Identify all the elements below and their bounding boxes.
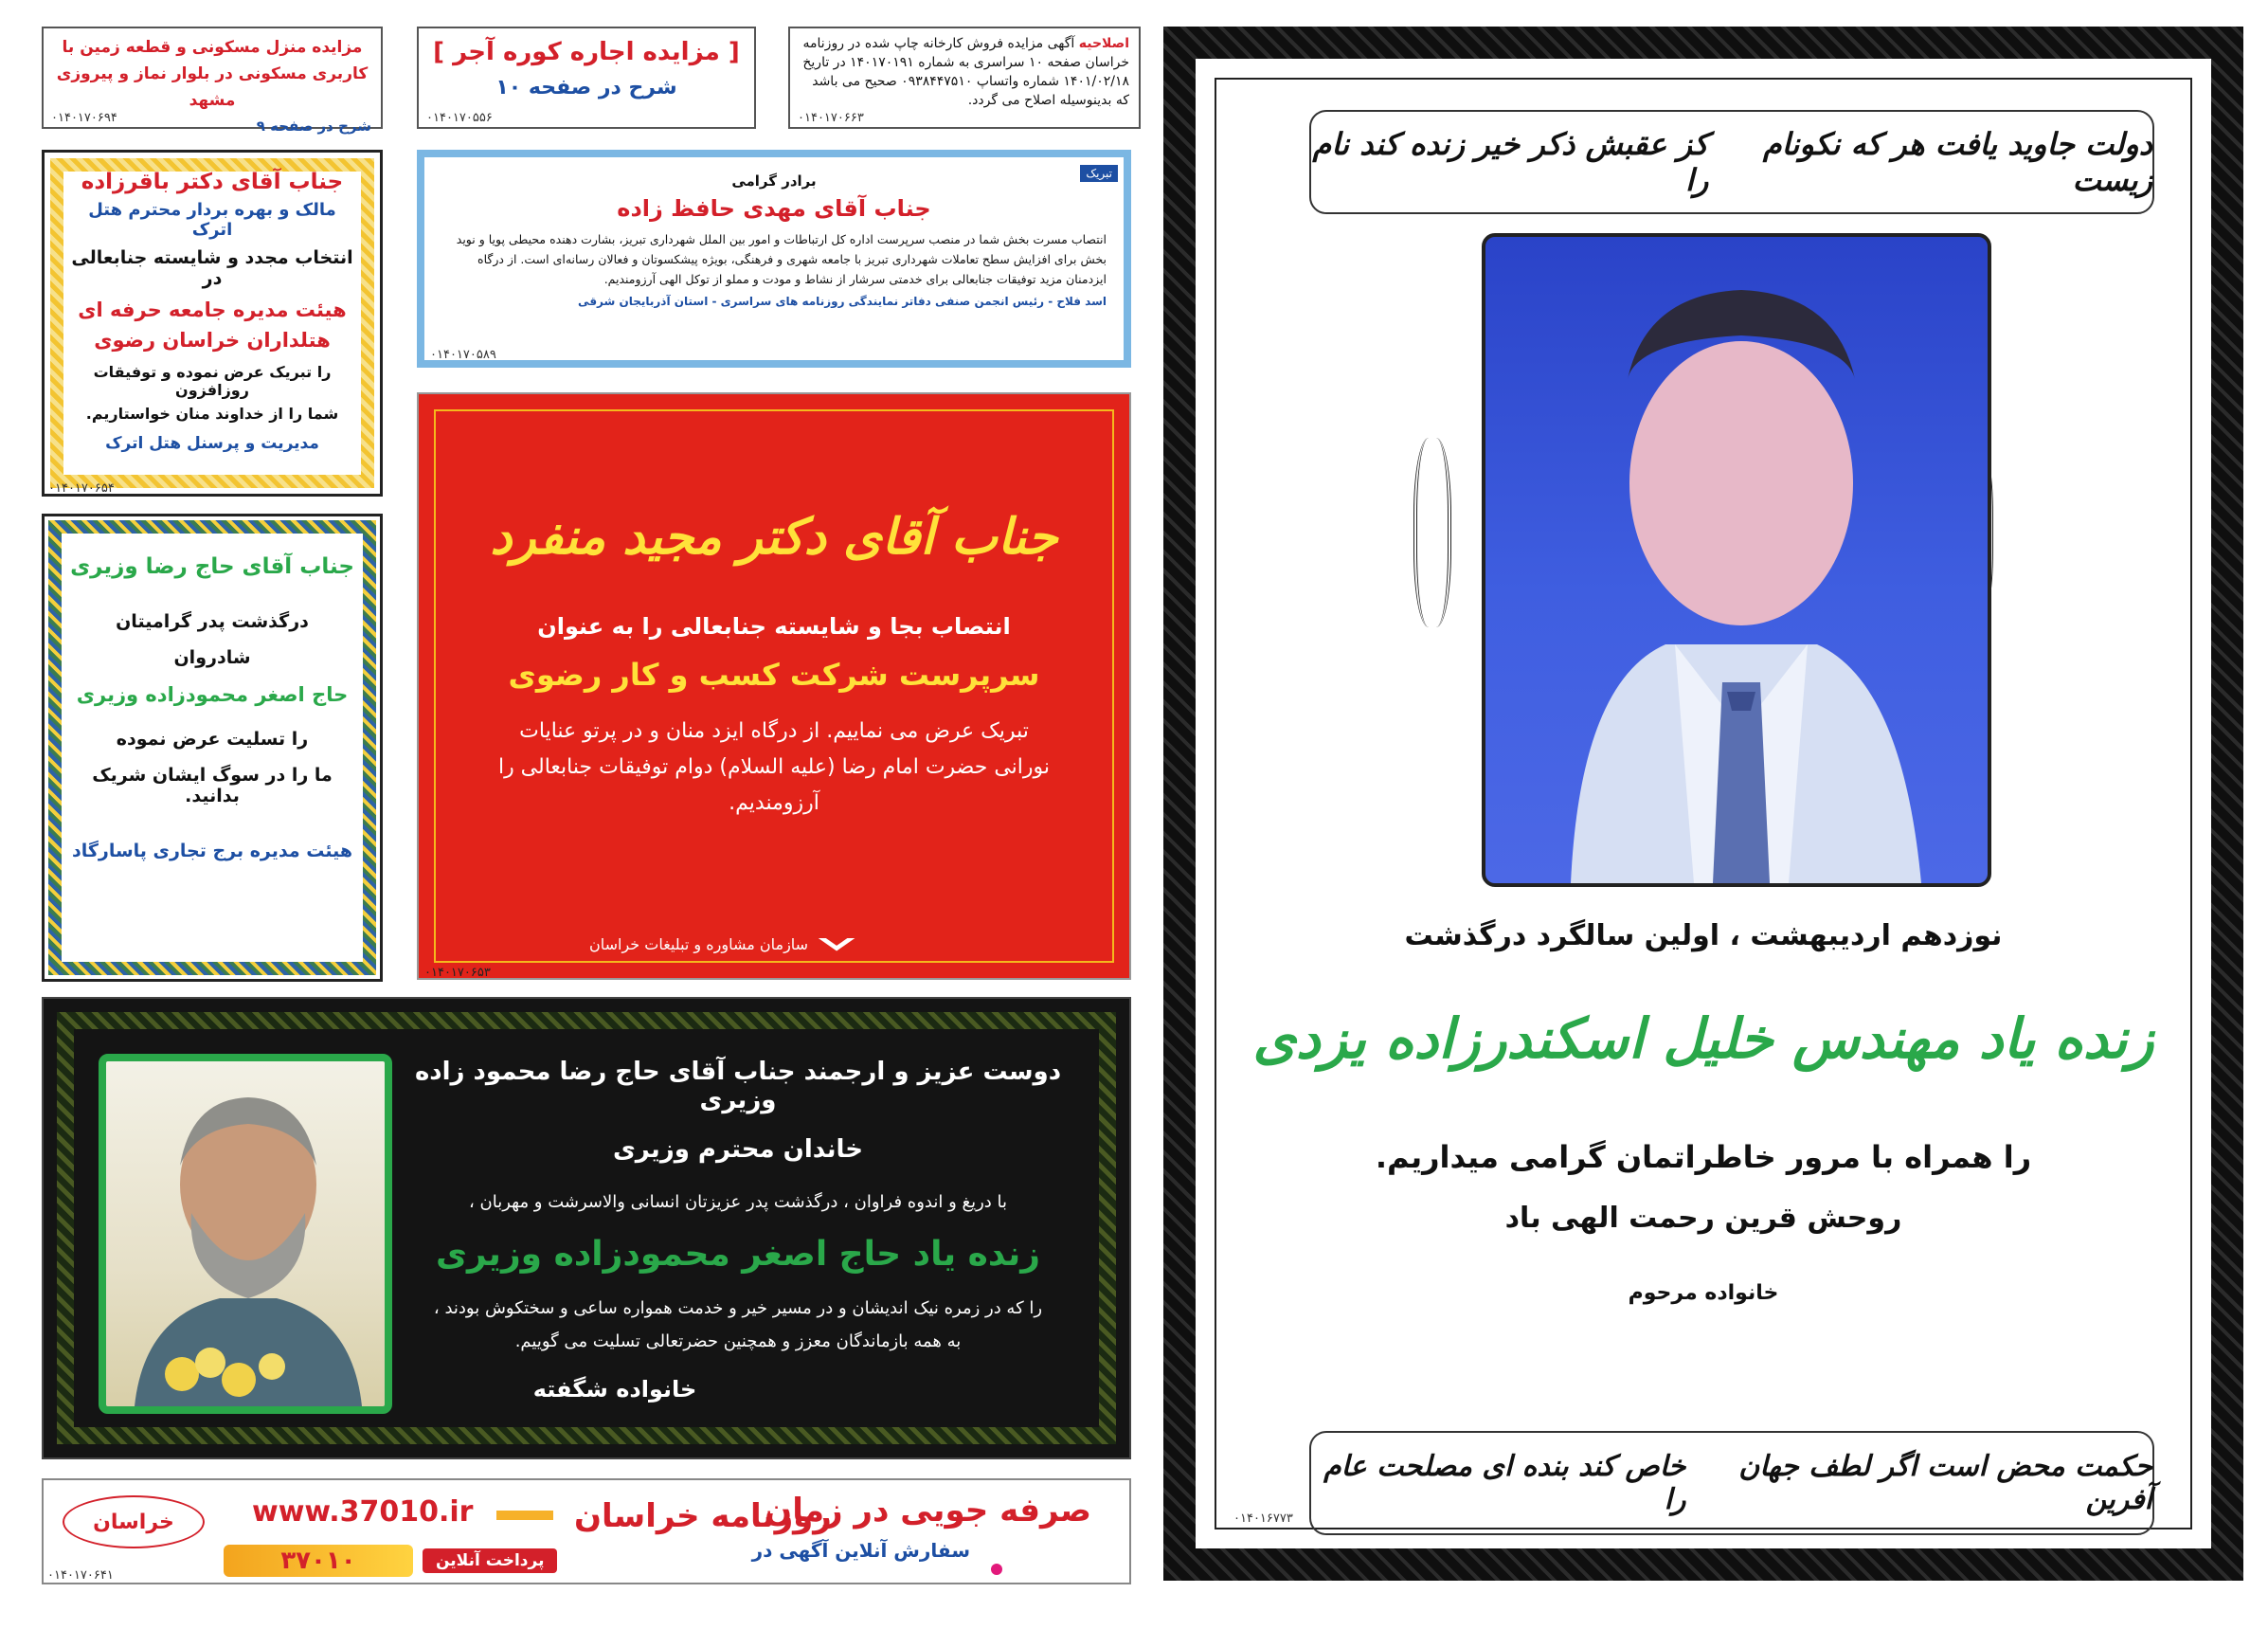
ad-code: ۰۱۴۰۱۷۰۵۵۶: [426, 111, 493, 125]
bagherzadeh-l1: انتخاب مجدد و شایسته جنابعالی در: [71, 247, 353, 289]
dot-icon: [991, 1564, 1002, 1575]
khorasan-logo: خراسان: [93, 1510, 174, 1534]
house-title: مزایده منزل مسکونی و قطعه زمین با کاربری مسکونی در بلوار نماز و پیروزی مشهد: [56, 38, 369, 110]
ad-code: ۰۱۴۰۱۷۰۶۵۳: [424, 966, 491, 980]
vaziri-sign: هیئت مدیره برج تجاری پاسارگاد: [71, 841, 353, 861]
verse2-a: حکمت محض است اگر لطف جهان آفرین: [1738, 1450, 2152, 1516]
bagherzadeh-role: مالک و بهره بردار محترم هتل اترک: [88, 200, 336, 240]
memorial-name: زنده یاد مهندس خلیل اسکندرزاده یزدی: [1252, 1006, 2154, 1071]
monfared-l4: نورانی حضرت امام رضا (علیه السلام) دوام توفیقات جنابعالی را: [497, 755, 1051, 779]
house-auction-ad: [42, 27, 383, 135]
condolence-l1: دوست عزیز و ارجمند جناب آقای حاج رضا محمود زاده وزیری: [414, 1058, 1062, 1114]
hafez-sign: اسد فلاح - رئیس انجمن صنفی دفاتر نمایندگی روزنامه های سراسری - استان آذربایجان شرقی: [578, 295, 1107, 308]
left-ornament-icon: [1413, 438, 1451, 627]
bagherzadeh-l2: هیئت مدیره جامعه حرفه ای: [78, 299, 347, 321]
memorial-sign: خانواده مرحوم: [1628, 1281, 1779, 1305]
monfared-congrats-ad: [417, 392, 1131, 980]
condolence-l4: زنده یاد حاج اصغر محمودزاده وزیری: [436, 1235, 1040, 1274]
ad-code: ۰۱۴۰۱۷۰۶۹۴: [51, 111, 117, 125]
online-pay-button[interactable]: پرداخت آنلاین: [423, 1548, 557, 1573]
ad-code: ۰۱۴۰۱۷۰۵۸۹: [430, 348, 496, 362]
memorial-portrait-photo: [1482, 233, 1991, 887]
ad-code: ۰۱۴۰۱۷۰۶۴۱: [47, 1568, 114, 1583]
verse1-b: کز عقبش ذکر خیر زنده کند نام را: [1312, 126, 1709, 198]
correction-text: آگهی مزایده فروش کارخانه چاپ شده در روزنامه خراسان صفحه ۱۰ سراسری به شماره ۱۴۰۱۷۰۱۹۱ در تاریخ ۱۴۰۱/۰۲/۱۸ شماره واتساپ ۰۹۳۸۴۴۷۵۱۰ صحیح می باشد که بدینوسیله اصلاح می گردد.: [802, 36, 1129, 108]
verse2-b: خاص کند بنده ای مصلحت عام را: [1323, 1450, 1686, 1516]
monfared-l5: آرزومندیم.: [729, 791, 819, 815]
verse1-a: دولت جاوید یافت هر که نکونام زیست: [1762, 126, 2152, 198]
vaziri-l4: را تسلیت عرض نموده: [116, 729, 309, 750]
house-sub: شرح در صفحه ۹: [256, 118, 371, 135]
promo-slogan: صرفه جویی در زمان: [765, 1492, 1091, 1529]
bagherzadeh-ad: [42, 150, 383, 497]
vaziri-l2: شادروان: [173, 647, 251, 668]
kiln-sub: شرح در صفحه ۱۰: [495, 76, 677, 100]
bagherzadeh-l3: هتلداران خراسان رضوی: [94, 329, 331, 352]
memorial-l2: روحش قرین رحمت الهی باد: [1504, 1202, 1902, 1235]
arrow-icon: [496, 1511, 553, 1520]
bagherzadeh-l4: را تبریک عرض نموده و توفیقات روزافزون: [93, 363, 332, 399]
condolence-l2: خاندان محترم وزیری: [612, 1135, 864, 1164]
kiln-auction-ad: [417, 27, 756, 129]
monfared-name: جناب آقای دکتر مجید منفرد: [490, 508, 1058, 566]
vaziri-condolence-ad: [42, 514, 383, 982]
black-condolence-ad: [42, 997, 1131, 1459]
vaziri-name: جناب آقای حاج رضا وزیری: [70, 554, 354, 579]
promo-number: ۳۷۰۱۰: [280, 1547, 356, 1575]
monfared-l3: تبریک عرض می نماییم. از درگاه ایزد منان و در پرتو عنایات: [519, 719, 1029, 743]
tag-badge: تبریک: [1080, 165, 1118, 182]
condolence-l3: با دریغ و اندوه فراوان ، درگذشت پدر عزیزتان انسانی والاسرشت و مهربان ،: [468, 1192, 1008, 1212]
bagherzadeh-name: جناب آقای دکتر باقرزاده: [81, 170, 344, 194]
vaziri-l1: درگذشت پدر گرامیتان: [116, 611, 309, 632]
vaziri-l5: ما را در سوگ ایشان شریک بدانید.: [92, 765, 333, 806]
promo-banner[interactable]: [42, 1478, 1131, 1584]
hafez-congrats-ad: [417, 150, 1131, 368]
vaziri-l3: حاج اصغر محمودزاده وزیری: [76, 683, 349, 706]
kiln-title: [ مزایده اجاره کوره آجر ]: [433, 38, 740, 66]
promo-paper: روزنامه خراسان: [574, 1497, 832, 1535]
anniversary-text: نوزدهم اردیبهشت ، اولین سالگرد درگذشت: [1404, 919, 2003, 952]
ad-code: ۰۱۴۰۱۷۰۶۶۳: [798, 111, 864, 125]
salute: برادر گرامی: [731, 172, 817, 190]
promo-sub: سفارش آنلاین آگهی در: [751, 1539, 970, 1562]
ad-code: ۰۱۴۰۱۷۰۶۵۴: [48, 481, 115, 496]
memorial-ad: [1163, 27, 2243, 1581]
correction-label: اصلاحیه: [1078, 36, 1129, 51]
portrait-photo: [99, 1054, 392, 1414]
hafez-body: انتصاب مسرت بخش شما در منصب سرپرست اداره کل ارتباطات و امور بین الملل شهرداری تبریز، بشارت دهنده محیطی پویا و نوید بخش برای افزایش سطح تعاملات شهرداری تبریز با جامعه شهری و فرهنگی، بویژه پیشکسوتان و فعالان رسانه‌ای است. از درگاه ایزدمنان مزید توفیقات جنابعالی برای خدمتی سرشار از نشاط و مودت و مملو از توکل الهی آرزومندیم.: [456, 232, 1107, 286]
bagherzadeh-sign: مدیریت و پرسنل هتل اترک: [105, 434, 319, 453]
khorasan-logo-icon: [818, 938, 855, 951]
promo-number-badge: [224, 1545, 413, 1577]
memorial-l1: را همراه با مرور خاطراتمان گرامی میداریم.: [1375, 1139, 2032, 1175]
promo-url[interactable]: www.37010.ir: [252, 1495, 474, 1529]
monfared-sign: سازمان مشاوره و تبلیغات خراسان: [589, 935, 809, 953]
hafez-name: جناب آقای مهدی حافظ زاده: [617, 195, 931, 222]
ad-code: ۰۱۴۰۱۶۷۷۳: [1233, 1511, 1293, 1526]
monfared-l2: سرپرست شرکت کسب و کار رضوی: [508, 657, 1040, 693]
correction-ad: [788, 27, 1141, 129]
bagherzadeh-l5: شما را از خداوند منان خواستاریم.: [85, 405, 339, 423]
condolence-l5: را که در زمره نیک اندیشان و در مسیر خیر و خدمت همواره ساعی و سختکوش بودند ،: [433, 1298, 1043, 1318]
condolence-sign: خانواده شگفته: [532, 1376, 697, 1403]
condolence-l6: به همه بازماندگان معزز و همچنین حضرتعالی تسلیت می گوییم.: [514, 1331, 962, 1351]
monfared-l1: انتصاب بجا و شایسته جنابعالی را به عنوان: [537, 613, 1011, 640]
